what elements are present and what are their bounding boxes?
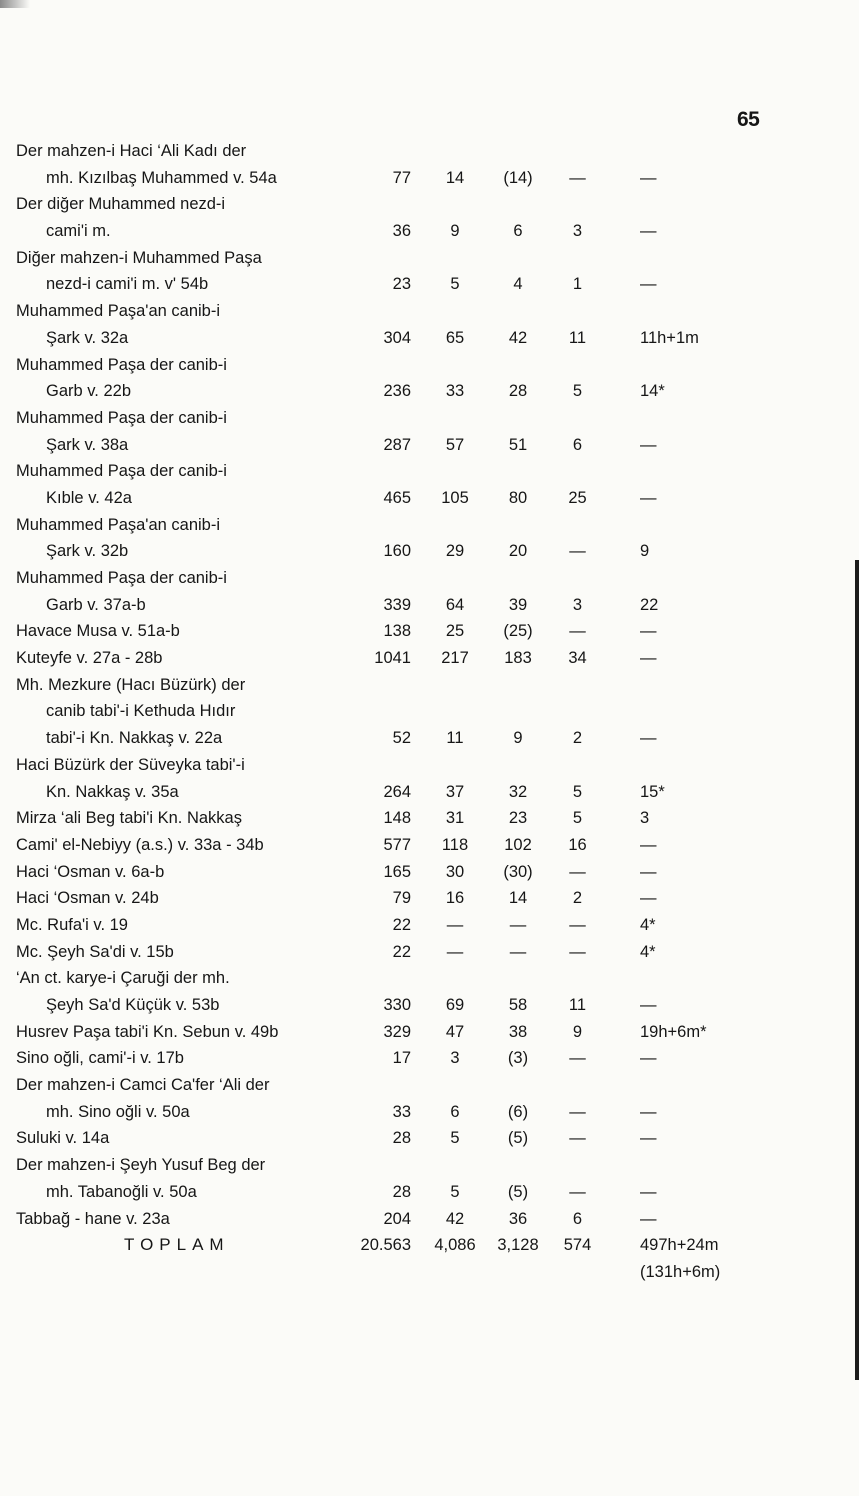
cell-c4: 25	[568, 488, 587, 507]
row-values	[0, 165, 859, 192]
cell-c5: 9	[640, 542, 650, 561]
row-values	[0, 725, 859, 752]
cell-c5: —	[640, 1049, 657, 1068]
cell-c3: 4	[513, 275, 523, 294]
row-label: Kıble v. 42a	[46, 488, 132, 507]
cell-c5: —	[640, 1102, 657, 1121]
total-c3: 3,128	[497, 1236, 539, 1255]
row-values	[0, 1125, 859, 1152]
cell-c4: 34	[568, 649, 587, 668]
cell-c5: —	[640, 996, 657, 1014]
cell-c4: 9	[572, 1022, 583, 1041]
row-values	[0, 432, 859, 459]
cell-c4: 1	[572, 275, 583, 294]
table-row	[0, 1045, 859, 1072]
row-label: Sino oğli, cami'-i v. 17b	[16, 1049, 184, 1068]
cell-c5: 4*	[640, 942, 656, 961]
cell-c2: 57	[445, 435, 465, 454]
cell-c4: —	[569, 1182, 586, 1201]
table-row	[0, 939, 859, 966]
row-label: Muhammed Paşa'an canib-i	[16, 302, 221, 321]
table-row	[0, 832, 859, 859]
total-label: TOPLAM	[124, 1235, 230, 1255]
row-label: Husrev Paşa tabi'i Kn. Sebun v. 49b	[16, 1022, 279, 1041]
cell-c3: (6)	[507, 1102, 529, 1121]
cell-c4: 5	[572, 809, 583, 828]
table-row	[0, 458, 859, 511]
table-row	[0, 885, 859, 912]
row-label: Mirza ‘ali Beg tabi'i Kn. Nakkaş	[16, 809, 242, 828]
row-values	[0, 1019, 859, 1046]
row-label: canib tabi'-i Kethuda Hıdır	[46, 702, 236, 721]
cell-c4: 11	[568, 328, 587, 347]
row-values	[0, 859, 859, 886]
cell-c3: 80	[508, 488, 528, 507]
cell-c1: 330	[383, 996, 411, 1014]
row-label: cami'i m.	[46, 222, 111, 241]
table-row	[0, 805, 859, 832]
row-label: Muhammed Paşa der canib-i	[16, 569, 227, 587]
cell-c4: 2	[572, 729, 583, 748]
row-values	[0, 378, 859, 405]
cell-c5: —	[640, 275, 657, 294]
cell-c5: —	[640, 1129, 657, 1148]
cell-c3: 39	[508, 595, 528, 614]
row-values	[0, 271, 859, 298]
cell-c5: —	[640, 1182, 657, 1201]
cell-c2: 25	[445, 622, 465, 641]
row-label: Haci ‘Osman v. 6a-b	[16, 862, 165, 881]
row-values	[0, 1179, 859, 1206]
cell-c2: 5	[450, 1182, 460, 1201]
cell-c3: 9	[513, 729, 523, 748]
row-label: Şark v. 32a	[46, 328, 129, 347]
cell-c1: 577	[383, 835, 411, 854]
scan-corner-mark	[0, 0, 30, 8]
table-row	[0, 1125, 859, 1152]
row-label: Mh. Mezkure (Hacı Büzürk) der	[16, 675, 246, 694]
total-note: (131h+6m)	[640, 1262, 721, 1281]
row-label: Mc. Rufa'i v. 19	[16, 915, 128, 934]
table-row	[0, 1152, 859, 1205]
row-values	[0, 832, 859, 859]
row-label: Haci Büzürk der Süveyka tabi'-i	[16, 755, 245, 774]
table-row	[0, 1206, 859, 1233]
row-values	[0, 218, 859, 245]
table-row	[0, 1019, 859, 1046]
row-values	[0, 485, 859, 512]
cell-c1: 28	[392, 1129, 411, 1148]
cell-c4: —	[569, 1129, 586, 1148]
total-row	[0, 1232, 859, 1281]
table-row	[0, 752, 859, 805]
row-values	[0, 1099, 859, 1126]
row-label: Kn. Nakkaş v. 35a	[46, 782, 179, 801]
cell-c1: 22	[392, 942, 411, 961]
cell-c1: 77	[392, 168, 411, 187]
cell-c1: 329	[383, 1022, 411, 1041]
cell-c3: 14	[508, 889, 528, 908]
cell-c5: —	[640, 488, 657, 507]
row-values	[0, 939, 859, 966]
table-row	[0, 191, 859, 244]
cell-c2: —	[446, 915, 464, 934]
cell-c2: 11	[446, 729, 464, 748]
cell-c1: 465	[383, 488, 411, 507]
cell-c4: —	[569, 168, 586, 187]
cell-c4: 2	[572, 889, 583, 908]
cell-c2: 33	[445, 382, 465, 401]
cell-c2: 118	[441, 835, 469, 854]
row-values	[0, 1206, 859, 1233]
row-label: Der diğer Muhammed nezd-i	[16, 195, 226, 214]
cell-c4: 3	[572, 595, 583, 614]
row-values	[0, 805, 859, 832]
total-values	[0, 1232, 859, 1259]
cell-c5: 14*	[640, 382, 665, 401]
cell-c5: 4*	[640, 915, 656, 934]
cell-c2: 69	[445, 996, 465, 1014]
row-label: mh. Sino oğli v. 50a	[46, 1102, 190, 1121]
cell-c3: 42	[508, 328, 528, 347]
cell-c3: (3)	[507, 1049, 529, 1068]
cell-c3: 38	[508, 1022, 528, 1041]
row-values	[0, 912, 859, 939]
row-values	[0, 1045, 859, 1072]
cell-c5: —	[640, 862, 657, 881]
cell-c2: 14	[445, 168, 465, 187]
table-row	[0, 672, 859, 752]
table-row	[0, 405, 859, 458]
table-row	[0, 512, 859, 565]
row-label: Suluki v. 14a	[16, 1129, 110, 1148]
cell-c3: —	[509, 942, 527, 961]
row-label: Garb v. 22b	[46, 382, 131, 401]
row-label: Der mahzen-i Camci Ca'fer ‘Ali der	[16, 1076, 270, 1095]
cell-c1: 36	[392, 222, 411, 241]
row-label: Haci ‘Osman v. 24b	[16, 889, 159, 908]
cell-c1: 17	[392, 1049, 411, 1068]
cell-c4: —	[569, 942, 586, 961]
cell-c5: —	[640, 435, 657, 454]
row-values	[0, 992, 859, 1019]
total-c4: 574	[563, 1236, 592, 1255]
row-label: Muhammed Paşa der canib-i	[16, 355, 227, 374]
cell-c5: —	[640, 649, 657, 668]
table-row	[0, 352, 859, 405]
cell-c2: 29	[445, 542, 465, 561]
row-label: Der mahzen-i Haci ‘Ali Kadı der	[16, 142, 247, 160]
cell-c4: —	[569, 915, 586, 934]
row-label: Garb v. 37a-b	[46, 595, 146, 614]
cell-c2: 64	[445, 595, 465, 614]
cell-c4: 5	[572, 382, 583, 401]
cell-c2: 30	[445, 862, 465, 881]
cell-c5: —	[640, 889, 657, 908]
cell-c5: —	[640, 1209, 657, 1228]
row-label: tabi'-i Kn. Nakkaş v. 22a	[46, 729, 223, 748]
cell-c1: 1041	[374, 649, 411, 668]
total-c5: 497h+24m	[640, 1236, 719, 1255]
cell-c1: 138	[383, 622, 411, 641]
table-row	[0, 965, 859, 1018]
row-label: Cami' el-Nebiyy (a.s.) v. 33a - 34b	[16, 835, 264, 854]
cell-c3: (5)	[507, 1182, 529, 1201]
row-label: Havace Musa v. 51a-b	[16, 622, 180, 641]
cell-c3: 102	[504, 835, 532, 854]
row-label: mh. Kızılbaş Muhammed v. 54a	[46, 168, 277, 187]
page-number: 65	[737, 108, 760, 131]
row-label: Der mahzen-i Şeyh Yusuf Beg der	[16, 1156, 266, 1175]
cell-c3: (14)	[503, 168, 533, 187]
cell-c2: —	[446, 942, 464, 961]
cell-c3: (25)	[503, 622, 533, 641]
cell-c3: 32	[508, 782, 528, 801]
cell-c5: —	[640, 729, 657, 748]
total-c1: 20.563	[360, 1236, 411, 1255]
cell-c1: 148	[383, 809, 411, 828]
cell-c5: —	[640, 168, 657, 187]
cell-c3: 23	[508, 809, 528, 828]
cell-c3: —	[509, 915, 527, 934]
row-values	[0, 645, 859, 672]
cell-c4: —	[569, 1049, 586, 1068]
cell-c3: 58	[508, 996, 528, 1014]
cell-c3: 36	[508, 1209, 528, 1228]
cell-c3: 51	[508, 435, 528, 454]
cell-c2: 5	[450, 275, 460, 294]
row-label: Kuteyfe v. 27a - 28b	[16, 649, 163, 668]
cell-c1: 23	[392, 275, 411, 294]
table-row	[0, 245, 859, 298]
cell-c1: 236	[383, 382, 411, 401]
cell-c3: (30)	[503, 862, 533, 881]
cell-c4: 11	[568, 996, 587, 1014]
cell-c5: —	[640, 222, 657, 241]
cell-c5: 15*	[640, 782, 665, 801]
row-label: Tabbağ - hane v. 23a	[16, 1209, 170, 1228]
row-label: Şark v. 38a	[46, 435, 129, 454]
cell-c3: 6	[513, 222, 523, 241]
cell-c4: —	[569, 862, 586, 881]
cell-c2: 31	[445, 809, 465, 828]
table-row	[0, 618, 859, 645]
cell-c2: 42	[445, 1209, 465, 1228]
row-label: Şark v. 32b	[46, 542, 129, 561]
table-row	[0, 912, 859, 939]
table-row	[0, 1072, 859, 1125]
cell-c1: 204	[383, 1209, 411, 1228]
cell-c3: 28	[508, 382, 528, 401]
row-label: Şeyh Sa'd Küçük v. 53b	[46, 996, 220, 1014]
cell-c1: 79	[392, 889, 411, 908]
cell-c2: 16	[445, 889, 465, 908]
cell-c5: 11h+1m	[640, 328, 699, 347]
cell-c3: (5)	[507, 1129, 529, 1148]
row-label: Mc. Şeyh Sa'di v. 15b	[16, 942, 174, 961]
cell-c1: 160	[383, 542, 411, 561]
cell-c5: 3	[640, 809, 650, 828]
cell-c5: —	[640, 835, 657, 854]
cell-c4: —	[569, 622, 586, 641]
cell-c3: 183	[504, 649, 532, 668]
row-label: Muhammed Paşa der canib-i	[16, 408, 227, 427]
table-row	[0, 138, 859, 191]
cell-c5: —	[640, 622, 657, 641]
cell-c4: —	[569, 1102, 586, 1121]
cell-c1: 52	[392, 729, 411, 748]
row-values	[0, 885, 859, 912]
row-values	[0, 325, 859, 352]
cell-c4: 3	[572, 222, 583, 241]
total-c2: 4,086	[434, 1236, 476, 1255]
cell-c2: 217	[441, 649, 469, 668]
cell-c2: 105	[441, 488, 469, 507]
cell-c1: 264	[383, 782, 411, 801]
cell-c2: 3	[450, 1049, 460, 1068]
row-label: Muhammed Paşa der canib-i	[16, 462, 227, 481]
cell-c1: 339	[383, 595, 411, 614]
row-label: Diğer mahzen-i Muhammed Paşa	[16, 248, 262, 267]
cell-c2: 65	[445, 328, 465, 347]
cell-c2: 5	[450, 1129, 460, 1148]
cell-c1: 165	[383, 862, 411, 881]
cell-c4: 6	[572, 1209, 583, 1228]
cell-c4: —	[569, 542, 586, 561]
row-values	[0, 618, 859, 645]
cell-c1: 22	[392, 915, 411, 934]
cell-c1: 28	[392, 1182, 411, 1201]
cell-c1: 304	[383, 328, 411, 347]
cell-c3: 20	[508, 542, 528, 561]
row-values	[0, 779, 859, 806]
cell-c4: 5	[572, 782, 583, 801]
cell-c4: 16	[568, 835, 587, 854]
register-table	[0, 138, 859, 1281]
row-label: mh. Tabanoğli v. 50a	[46, 1182, 197, 1201]
row-label: Muhammed Paşa'an canib-i	[16, 515, 221, 534]
row-label: nezd-i cami'i m. v' 54b	[46, 275, 209, 294]
cell-c5: 19h+6m*	[640, 1022, 707, 1041]
cell-c2: 47	[445, 1022, 465, 1041]
cell-c5: 22	[640, 595, 659, 614]
cell-c2: 37	[445, 782, 465, 801]
row-label: ‘An ct. karye-i Çaruği der mh.	[16, 969, 230, 988]
row-values	[0, 592, 859, 619]
cell-c2: 6	[450, 1102, 460, 1121]
cell-c4: 6	[572, 435, 583, 454]
table-row	[0, 859, 859, 886]
cell-c1: 33	[392, 1102, 411, 1121]
cell-c1: 287	[383, 435, 411, 454]
table-row	[0, 298, 859, 351]
row-values	[0, 538, 859, 565]
cell-c2: 9	[450, 222, 460, 241]
table-row	[0, 565, 859, 618]
table-row	[0, 645, 859, 672]
